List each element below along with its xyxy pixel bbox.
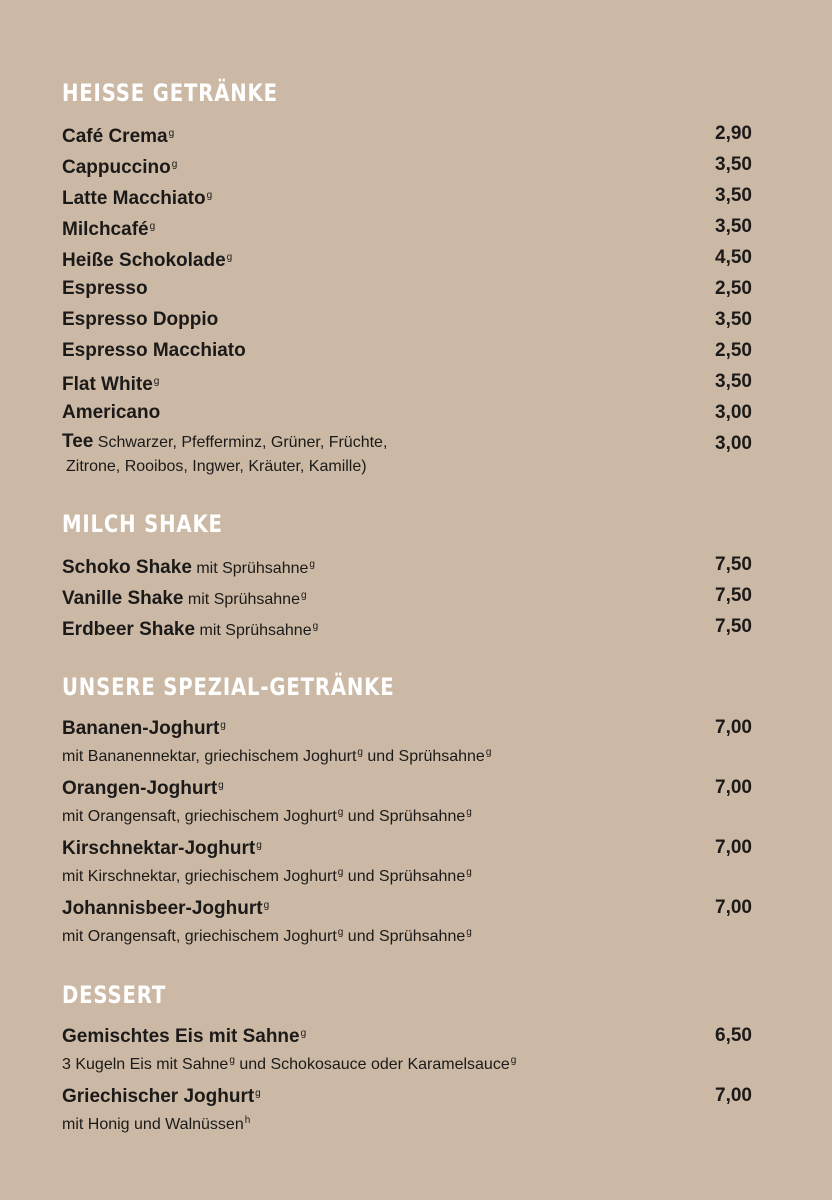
item-name: Tee	[62, 431, 94, 452]
item-price: 6,50	[715, 1025, 752, 1046]
allergen-mark: g	[255, 1088, 261, 1099]
item-name: Kirschnektar-Joghurt	[62, 838, 256, 859]
milk-shake-list	[62, 549, 752, 642]
description-text: und Sprühsahne	[362, 748, 485, 765]
item-title-line	[62, 712, 752, 744]
menu-item	[62, 149, 752, 180]
item-price: 7,00	[715, 717, 752, 738]
special-drinks-list	[62, 712, 752, 952]
description-text: und Sprühsahne	[343, 808, 466, 825]
item-price: 4,50	[715, 247, 752, 268]
allergen-mark: g	[171, 159, 178, 170]
menu-item	[62, 549, 752, 580]
item-price: 2,90	[715, 123, 752, 144]
item-description-continued: Zitrone, Rooibos, Ingwer, Kräuter, Kamille)	[66, 458, 367, 475]
menu-item-tee	[62, 428, 752, 477]
allergen-mark: g	[309, 559, 315, 570]
item-title-line	[62, 772, 752, 804]
menu-item	[62, 304, 752, 335]
item-description	[62, 744, 752, 766]
item-price: 3,50	[715, 216, 752, 237]
dessert-list	[62, 1020, 752, 1140]
item-name: Americano	[62, 402, 161, 423]
allergen-mark: g	[485, 747, 492, 758]
menu-item	[62, 1080, 752, 1140]
section-title-special-drinks: UNSERE SPEZIAL-GETRÄNKE	[62, 673, 395, 701]
hot-drinks-list	[62, 118, 752, 428]
description-text: und Sprühsahne	[343, 928, 466, 945]
item-price: 7,00	[715, 897, 752, 918]
item-price: 2,50	[715, 340, 752, 361]
item-description	[62, 1112, 752, 1134]
menu-item	[62, 892, 752, 952]
item-name: Bananen-Joghurt	[62, 718, 220, 739]
section-special-drinks	[62, 672, 752, 952]
menu-item	[62, 772, 752, 832]
item-name: Cappuccino	[62, 157, 171, 178]
menu-item	[62, 397, 752, 428]
item-name: Erdbeer Shake	[62, 619, 196, 640]
allergen-mark: g	[300, 1028, 307, 1039]
description-text: mit Kirschnektar, griechischem Joghurt	[62, 868, 337, 885]
allergen-mark: g	[149, 221, 156, 232]
section-hot-drinks	[62, 78, 752, 477]
allergen-mark: g	[226, 252, 233, 263]
menu-item	[62, 118, 752, 149]
item-suffix: mit Sprühsahne	[183, 591, 300, 608]
menu-page	[62, 78, 752, 1140]
item-price: 2,50	[715, 278, 752, 299]
item-price: 3,50	[715, 371, 752, 392]
description-text: 3 Kugeln Eis mit Sahne	[62, 1056, 229, 1073]
allergen-mark: g	[206, 190, 213, 201]
item-description: Schwarzer, Pfefferminz, Grüner, Früchte,	[97, 434, 388, 451]
menu-item	[62, 832, 752, 892]
description-text: mit Orangensaft, griechischem Joghurt	[62, 928, 337, 945]
item-name: Milchcafé	[62, 219, 149, 240]
item-name: Latte Macchiato	[62, 188, 206, 209]
menu-item	[62, 273, 752, 304]
item-name: Gemischtes Eis mit Sahne	[62, 1026, 300, 1047]
menu-item	[62, 611, 752, 642]
section-dessert	[62, 980, 752, 1140]
item-price: 7,50	[715, 616, 752, 637]
menu-item	[62, 242, 752, 273]
section-title-milk-shake: MILCH SHAKE	[62, 510, 223, 538]
item-description	[62, 864, 752, 886]
description-text: mit Bananennektar, griechischem Joghurt	[62, 748, 357, 765]
item-title-line	[62, 832, 752, 864]
description-text: und Sprühsahne	[343, 868, 466, 885]
description-text: und Schokosauce oder Karamelsauce	[234, 1056, 510, 1073]
item-name: Heiße Schokolade	[62, 250, 226, 271]
allergen-mark: g	[337, 927, 344, 938]
allergen-mark: g	[466, 867, 472, 878]
allergen-mark: g	[153, 376, 160, 387]
menu-item	[62, 1020, 752, 1080]
item-name: Schoko Shake	[62, 557, 192, 578]
item-suffix: mit Sprühsahne	[191, 560, 309, 577]
allergen-mark: g	[300, 590, 307, 601]
allergen-mark: g	[466, 807, 472, 818]
item-title-line	[62, 1080, 752, 1112]
allergen-mark: g	[510, 1055, 517, 1066]
item-name: Johannisbeer-Joghurt	[62, 898, 263, 919]
item-price: 7,50	[715, 554, 752, 575]
menu-item	[62, 211, 752, 242]
menu-item	[62, 180, 752, 211]
item-name: Vanille Shake	[62, 588, 184, 609]
item-title-line	[62, 1020, 752, 1052]
item-name: Espresso	[62, 278, 148, 299]
allergen-mark: g	[263, 900, 270, 911]
allergen-mark: g	[312, 621, 319, 632]
item-price: 3,50	[715, 185, 752, 206]
allergen-mark: g	[256, 840, 262, 851]
item-name: Espresso Macchiato	[62, 340, 246, 361]
item-description	[62, 1052, 752, 1074]
section-title-hot-drinks: HEISSE GETRÄNKE	[62, 79, 278, 107]
description-text: mit Orangensaft, griechischem Joghurt	[62, 808, 337, 825]
item-name: Orangen-Joghurt	[62, 778, 218, 799]
allergen-mark: h	[244, 1115, 251, 1126]
item-price: 3,00	[715, 433, 752, 454]
allergen-mark: g	[337, 867, 344, 878]
item-price: 3,00	[715, 402, 752, 423]
item-price: 7,00	[715, 777, 752, 798]
item-price: 7,50	[715, 585, 752, 606]
section-title-dessert: DESSERT	[62, 981, 167, 1009]
item-name: Espresso Doppio	[62, 309, 219, 330]
item-suffix: mit Sprühsahne	[195, 622, 312, 639]
allergen-mark: g	[218, 780, 224, 791]
item-name: Griechischer Joghurt	[62, 1086, 255, 1107]
item-price: 7,00	[715, 1085, 752, 1106]
menu-item	[62, 580, 752, 611]
item-price: 3,50	[715, 154, 752, 175]
allergen-mark: g	[220, 720, 226, 731]
item-price: 7,00	[715, 837, 752, 858]
item-description	[62, 924, 752, 946]
item-name: Flat White	[62, 374, 153, 395]
menu-item	[62, 712, 752, 772]
item-description	[62, 804, 752, 826]
allergen-mark: g	[337, 807, 344, 818]
description-text: mit Honig und Walnüssen	[62, 1116, 244, 1133]
item-price: 3,50	[715, 309, 752, 330]
section-milk-shake	[62, 509, 752, 642]
allergen-mark: g	[466, 927, 472, 938]
menu-item	[62, 335, 752, 366]
allergen-mark: g	[229, 1055, 235, 1066]
item-title-line	[62, 892, 752, 924]
allergen-mark: g	[168, 128, 175, 139]
item-name: Café Crema	[62, 126, 168, 147]
allergen-mark: g	[357, 747, 363, 758]
menu-item	[62, 366, 752, 397]
